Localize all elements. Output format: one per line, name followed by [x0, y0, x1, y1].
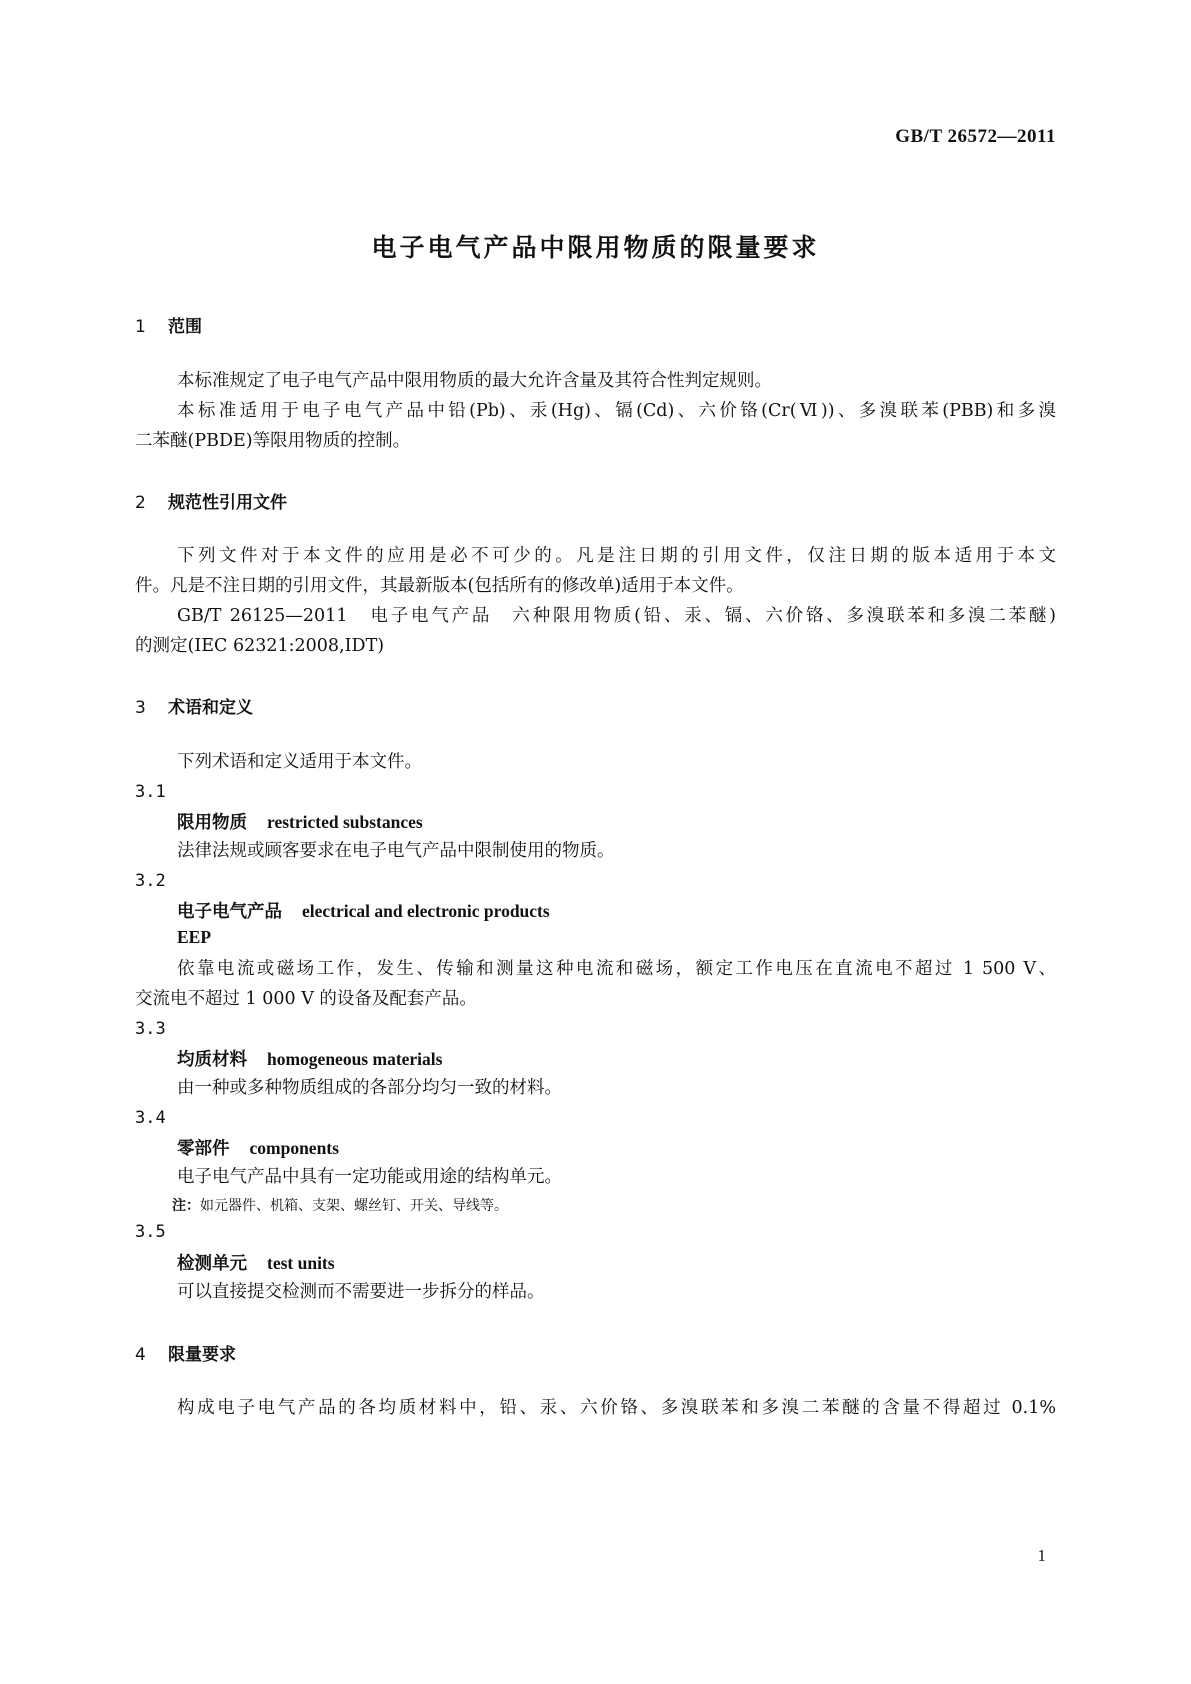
paragraph: [177, 396, 1056, 426]
term-definition: 法律法规或顾客要求在电子电气产品中限制使用的物质。: [177, 841, 615, 861]
clause-number: 3.2: [135, 871, 166, 891]
term-chinese: 零部件: [177, 1139, 230, 1159]
term-chinese: 均质材料: [177, 1050, 247, 1070]
term-entry: [177, 1135, 339, 1160]
term-chinese: 电子电气产品: [177, 902, 282, 922]
term-abbreviation: [177, 927, 211, 948]
clause-number: 3.3: [135, 1019, 166, 1039]
term-english: components: [249, 1138, 339, 1158]
page-number: 1: [1037, 1546, 1046, 1565]
standard-code: GB/T 26572—2011: [895, 126, 1056, 147]
paragraph-line: 件。凡是不注日期的引用文件，其最新版本(包括所有的修改单)适用于本文件。: [135, 576, 744, 596]
clause-number: 3.5: [135, 1222, 166, 1242]
term-entry: [177, 898, 550, 923]
term-chinese: 检测单元: [177, 1254, 247, 1274]
term-entry: [177, 1046, 442, 1071]
paragraph-line: 二苯醚(PBDE)等限用物质的控制。: [135, 431, 411, 451]
document-title: 电子电气产品中限用物质的限量要求: [371, 233, 820, 262]
section-1-heading: [135, 312, 202, 337]
section-4-heading: [135, 1340, 236, 1365]
section-2-heading: [135, 488, 287, 513]
term-chinese: 限用物质: [177, 813, 247, 833]
section-number: 2: [135, 493, 146, 513]
paragraph: 下列术语和定义适用于本文件。: [177, 752, 422, 772]
normative-reference: [177, 601, 1056, 631]
paragraph: [177, 541, 1056, 571]
section-title: 范围: [168, 317, 202, 337]
section-3-heading: [135, 693, 253, 718]
term-english: homogeneous materials: [267, 1049, 443, 1069]
term-entry: [177, 1250, 335, 1275]
term-definition: 可以直接提交检测而不需要进一步拆分的样品。: [177, 1282, 545, 1302]
paragraph-line: 交流电不超过 1 000 V 的设备及配套产品。: [135, 989, 477, 1009]
note: [172, 1195, 508, 1215]
term-english: test units: [267, 1253, 335, 1273]
term-definition: [177, 954, 1056, 984]
term-english: electrical and electronic products: [302, 901, 550, 921]
abbreviation: EEP: [177, 927, 212, 947]
term-english: restricted substances: [267, 812, 423, 832]
paragraph-line: 本标准适用于电子电气产品中铅(Pb)、汞(Hg)、镉(Cd)、六价铬(Cr(Ⅵ))、多溴联苯(PBB)和多溴: [177, 401, 1056, 421]
section-title: 规范性引用文件: [168, 493, 287, 513]
section-title: 术语和定义: [168, 698, 253, 718]
paragraph-line: 构成电子电气产品的各均质材料中，铅、汞、六价铬、多溴联苯和多溴二苯醚的含量不得超过 0.1%: [177, 1398, 1056, 1418]
section-number: 1: [135, 317, 146, 337]
paragraph-line: GB/T 26125—2011 电子电气产品 六种限用物质(铅、汞、镉、六价铬、多溴联苯和多溴二苯醚): [177, 606, 1056, 626]
term-entry: [177, 809, 423, 834]
term-definition: 由一种或多种物质组成的各部分均匀一致的材料。: [177, 1078, 562, 1098]
paragraph: 本标准规定了电子电气产品中限用物质的最大允许含量及其符合性判定规则。: [177, 371, 772, 391]
term-definition: 电子电气产品中具有一定功能或用途的结构单元。: [177, 1167, 562, 1187]
section-number: 4: [135, 1345, 146, 1365]
paragraph-line: 下列文件对于本文件的应用是必不可少的。凡是注日期的引用文件，仅注日期的版本适用于本文: [177, 546, 1056, 566]
note-text: 如元器件、机箱、支架、螺丝钉、开关、导线等。: [200, 1198, 508, 1214]
paragraph: [177, 1393, 1056, 1423]
section-title: 限量要求: [168, 1345, 236, 1365]
paragraph-line: 依靠电流或磁场工作，发生、传输和测量这种电流和磁场，额定工作电压在直流电不超过 1 500 V、: [177, 959, 1056, 979]
clause-number: 3.1: [135, 782, 166, 802]
note-label: 注：: [172, 1198, 200, 1214]
clause-number: 3.4: [135, 1108, 166, 1128]
paragraph-line: 的测定(IEC 62321:2008,IDT): [135, 636, 385, 656]
section-number: 3: [135, 698, 146, 718]
